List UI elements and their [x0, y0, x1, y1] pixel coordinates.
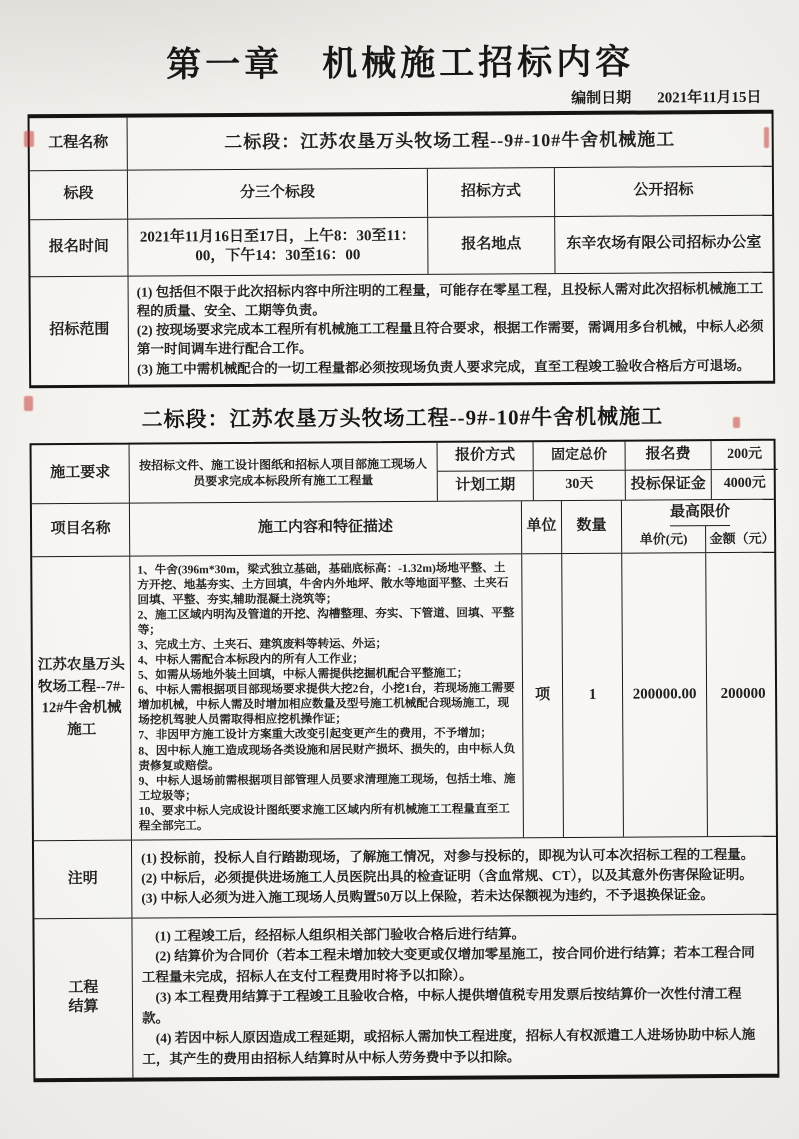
header-max-price-block — [622, 499, 778, 552]
compile-date-value: 2021年11月15日 — [657, 89, 762, 107]
table-row-project-name — [30, 114, 772, 172]
table-row-note — [34, 837, 776, 919]
header-unit-price: 单价(元) — [622, 526, 706, 552]
page-title: 第一章 机械施工招标内容 — [166, 42, 635, 85]
bid-deposit-label: 投标保证金 — [626, 470, 712, 499]
signup-place-value: 东辛农场有限公司招标办公室 — [566, 235, 762, 253]
bid-method-value: 公开招标 — [633, 182, 694, 199]
seal-mark — [24, 396, 33, 411]
bid-scope-text: (1) 包括但不限于此次招标内容中所注明的工程量，可能存在零星工程，且投标人需对此次招标机械施工工程的质量、安全、工期等负责。 (2) 按现场要求完成本工程所有机械施工工程量且符合要求，根据工作需要，需调用多台机械，中标人必须第一时间调车进行配合工作。 (3) 施工中需机械配合的一切工程量都必须按现场负责人要求完成，直至工程竣工验收合格后方可退场。 — [136, 280, 764, 377]
quote-grid — [438, 440, 778, 500]
item-quantity: 1 — [562, 553, 624, 836]
table-row-item — [32, 553, 776, 842]
project-name-label: 工程名称 — [30, 118, 128, 171]
note-text: (1) 投标前，投标人自行踏勘现场，了解施工情况，对参与投标的，即视为认可本次招标工程的工程量。 (2) 中标后，必须提供进场施工人员医院出具的检查证明（含血常规、CT），以及其意外伤害保险证明。 (3) 中标人必须为进入施工现场人员购置50万以上保险，若未达保额视为违约，不予退换保证金。 — [141, 846, 755, 907]
settlement-label-text: 工程结算 — [68, 979, 99, 1016]
quote-method-label: 报价方式 — [438, 442, 534, 471]
quote-grid-row-2 — [438, 470, 778, 501]
requirement-label: 施工要求 — [32, 444, 130, 503]
header-max-price: 最高限价 — [670, 500, 730, 527]
signup-time-label: 报名时间 — [30, 220, 128, 277]
bid-deposit-value: 4000元 — [723, 476, 766, 492]
item-unit-price: 200000.00 — [622, 553, 708, 837]
signup-fee-value: 200元 — [727, 446, 763, 462]
section-value: 分三个标段 — [128, 169, 428, 219]
requirement-value: 按招标文件、施工设计图纸和招标人项目部施工现场人员要求完成本标段所有施工工程量 — [130, 443, 438, 503]
table-row-settlement — [34, 914, 777, 1078]
header-description: 施工内容和特征描述 — [130, 501, 522, 555]
item-project-name: 江苏农垦万头牧场工程--7#-12#牛舍机械施工 — [32, 556, 132, 840]
quote-grid-row-1 — [438, 440, 778, 472]
document-content — [27, 26, 780, 1123]
table-row-scope — [31, 273, 774, 385]
table-row-section — [30, 167, 772, 221]
bid-method-label: 招标方式 — [428, 168, 555, 217]
signup-place-label: 报名地点 — [428, 217, 555, 274]
plan-duration-label: 计划工期 — [438, 471, 534, 500]
header-max-price-sub — [622, 526, 778, 552]
project-name-value: 二标段：江苏农垦万头牧场工程--9#-10#牛舍机械施工 — [224, 129, 676, 153]
item-amount: 200000 — [720, 685, 766, 702]
table-header-row — [32, 500, 774, 558]
item-description: 1、牛舍(396m*30m，梁式独立基础，基础底标高：-1.32m)场地平整、土方开挖、地基夯实、土方回填，牛舍内外地坪、散水等地面平整、土夹石回填、平整、夯实,辅助混凝土浇筑等； 2、施工区域内明沟及管道的开挖、沟槽整理、夯实、下管道、回填、平整等； 3、完成土方、土夹石、建筑废料等转运、外运； 4、中标人需配合本标段内的所有人工作业； 5、如需从场地外装土回填，中标人需提供挖掘机配合平整施工； 6、中标人需根据项目部现场要求提供大挖2台，小挖1台，若现场施工需要增加机械，中标人需及时增加相应数量及型号施工机械配合现场施工，现场挖机驾驶人员需取得相应挖机操作证； 7、非因甲方施工设计方案重大改变引起变更产生的费用，不予增加； 8、因中标人施工造成现场各类设施和居民财产损坏、损失的，由中标人负责修复或赔偿。 9、中标人退场前需根据项目部管理人员要求清理施工现场，包括土堆、施工垃圾等； 10、要求中标人完成设计图纸要求施工区域内所有机械施工工程量直至工程全部完工。 — [130, 554, 524, 840]
bid-scope-label: 招标范围 — [31, 277, 130, 385]
bid-details-table — [30, 438, 780, 1082]
header-unit: 单位 — [522, 501, 562, 553]
plan-duration-value: 30天 — [534, 471, 626, 500]
signup-time-value: 2021年11月16日至17日，上午8：30至11：00，下午14：30至16：00 — [128, 218, 428, 276]
settlement-label — [34, 918, 133, 1078]
compile-date-label: 编制日期 — [571, 90, 632, 107]
table-row-requirement — [32, 441, 774, 505]
compile-date-line — [27, 86, 773, 112]
settlement-text: (1) 工程竣工后，经招标人组织相关部门验收合格后进行结算。 (2) 结算价为合同价（若本工程未增加较大变更或仅增加零星施工，按合同价进行结算；若本工程合同工程量未完成，招标人在支付工程费用时将予以扣除）。 (3) 本工程费用结算于工程竣工且验收合格，中标人提供增值税专用发票后按结算价一次性付清工程款。 (4) 若因中标人原因造成工程延期，或招标人需加快工程进度，招标人有权派遣工人进场协助中标人施工，其产生的费用由招标人结算时从中标人劳务费中予以扣除。 — [141, 925, 756, 1067]
section-label: 标段 — [30, 171, 128, 220]
seal-mark — [764, 127, 769, 148]
item-unit: 项 — [522, 554, 564, 837]
quote-method-value: 固定总价 — [534, 441, 626, 470]
seal-mark — [733, 417, 740, 428]
header-project: 项目名称 — [32, 503, 130, 556]
table-row-signup — [30, 216, 772, 278]
signup-fee-label: 报名费 — [626, 441, 712, 470]
header-quantity: 数量 — [562, 500, 622, 552]
project-info-table — [28, 110, 776, 388]
seal-mark — [24, 131, 34, 147]
section-heading: 二标段：江苏农垦万头牧场工程--9#-10#牛舍机械施工 — [141, 404, 664, 432]
header-amount: 金额（元） — [709, 530, 775, 546]
note-label: 注明 — [34, 841, 132, 918]
